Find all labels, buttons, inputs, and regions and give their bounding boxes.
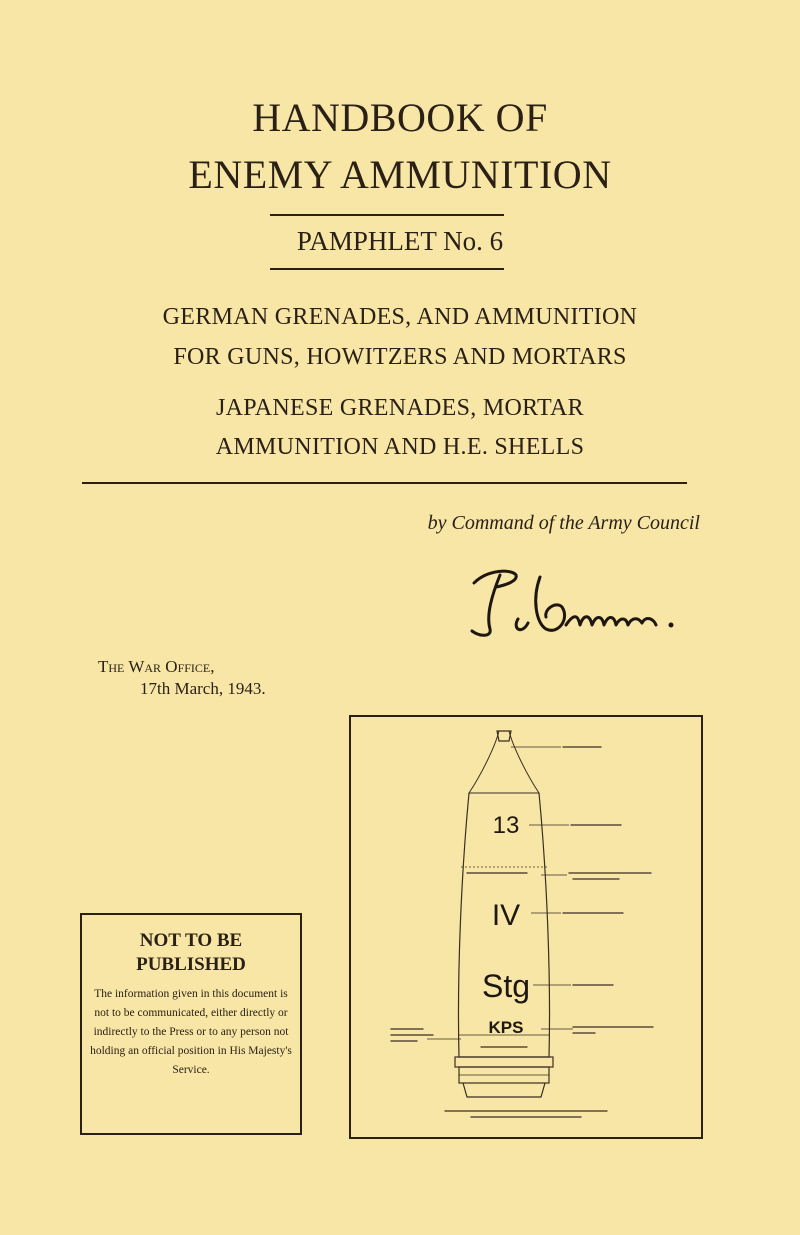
notice-heading-line-2: PUBLISHED [136,954,246,975]
notice-body: The information given in this document is not to be communicated, either directly or indirectly to the Press or to any person not holding an official position in His Majesty's Service. [90,988,292,1076]
title-line-2: ENEMY AMMUNITION [188,152,612,197]
notice-heading-line-1: NOT TO BE [139,930,243,951]
office-line-1 [98,656,215,678]
notice-box [80,913,302,1135]
subtitle-line-2: FOR GUNS, HOWITZERS AND MORTARS [173,344,627,370]
subtitle-line-4: AMMUNITION AND H.E. SHELLS [215,434,585,460]
office-name: The War Office, [98,657,215,676]
rule-top [270,214,504,216]
subtitle-line-1: GERMAN GRENADES, AND AMMUNITION [162,304,638,330]
marking-kps: KPS [488,1018,524,1037]
rule-bottom [270,268,504,270]
marking-stg: Stg [481,968,531,1004]
subtitle-line-3: JAPANESE GRENADES, MORTAR [216,395,584,421]
pamphlet-number: PAMPHLET No. 6 [296,226,504,256]
title-line-1: HANDBOOK OF [252,95,548,140]
byline: by Command of the Army Council [427,512,700,534]
marking-iv: IV [491,899,521,932]
shell-drawing [351,717,701,1137]
shell-diagram [349,715,703,1139]
office-date: 17th March, 1943. [140,679,266,698]
rule-divider [82,482,687,484]
signature [466,565,686,645]
marking-13: 13 [492,812,520,839]
notice-heading [82,929,300,977]
